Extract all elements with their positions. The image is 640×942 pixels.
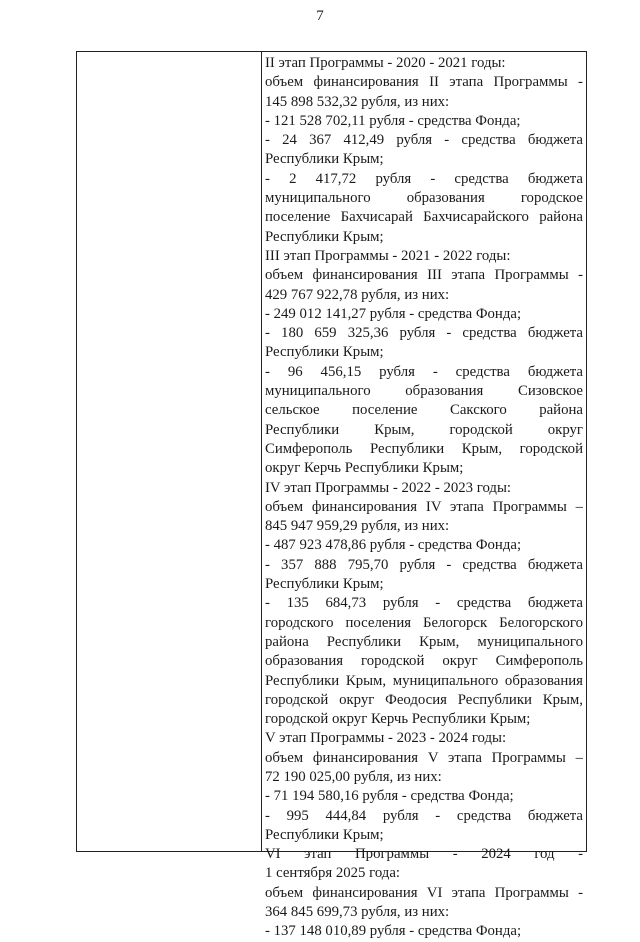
- text-line: - 357 888 795,70 рубля - средства бюджета: [265, 556, 583, 573]
- text-line: 72 190 025,00 рубля, из них:: [265, 768, 442, 785]
- text-line: Республики Крым;: [265, 344, 384, 361]
- text-line: 429 767 922,78 рубля, из них:: [265, 286, 450, 303]
- text-line: III этап Программы - 2021 - 2022 годы:: [265, 247, 511, 264]
- text-line: района Республики Крым, муниципального: [265, 633, 583, 650]
- text-line: 1 сентября 2025 года:: [265, 865, 401, 882]
- text-line: округ Керчь Республики Крым;: [265, 460, 464, 477]
- text-line: Республики Крым;: [265, 576, 384, 593]
- column-divider: [261, 52, 262, 851]
- text-line: городской округ Феодосия Республики Крым,: [265, 691, 583, 708]
- text-line: VI этап Программы - 2024 год -: [265, 846, 583, 863]
- text-line: II этап Программы - 2020 - 2021 годы:: [265, 55, 506, 71]
- text-line: сельское поселение Сакского района: [265, 402, 583, 419]
- text-line: - 249 012 141,27 рубля - средства Фонда;: [265, 305, 522, 322]
- text-line: - 137 148 010,89 рубля - средства Фонда;: [265, 923, 522, 940]
- text-line: 145 898 532,32 рубля, из них:: [265, 93, 450, 110]
- text-line: объем финансирования III этапа Программы -: [265, 267, 583, 284]
- text-line: Республики Крым;: [265, 151, 384, 168]
- text-line: объем финансирования VI этапа Программы -: [265, 884, 583, 901]
- text-line: - 135 684,73 рубля - средства бюджета: [265, 595, 583, 612]
- text-line: Республики Крым;: [265, 826, 384, 843]
- text-line: - 71 194 580,16 рубля - средства Фонда;: [265, 788, 514, 805]
- text-line: Республики Крым;: [265, 228, 384, 245]
- text-line: городского поселения Белогорск Белогорского: [265, 614, 583, 631]
- text-line: 364 845 699,73 рубля, из них:: [265, 904, 450, 921]
- text-line: - 487 923 478,86 рубля - средства Фонда;: [265, 537, 522, 554]
- page-number: 7: [316, 8, 324, 24]
- text-line: городской округ Керчь Республики Крым;: [265, 711, 531, 728]
- text-line: Симферополь Республики Крым, городской: [265, 440, 583, 457]
- text-line: объем финансирования IV этапа Программы –: [265, 498, 583, 515]
- text-line: V этап Программы - 2023 - 2024 годы:: [265, 730, 507, 747]
- document-table: [76, 51, 587, 940]
- text-line: объем финансирования II этапа Программы -: [265, 74, 583, 91]
- text-line: - 180 659 325,36 рубля - средства бюджета: [265, 325, 583, 342]
- funding-description-cell: [265, 54, 583, 942]
- text-line: поселение Бахчисарай Бахчисарайского района: [265, 209, 583, 226]
- text-line: - 995 444,84 рубля - средства бюджета: [265, 807, 583, 824]
- text-line: муниципального образования городское: [265, 190, 583, 207]
- text-line: объем финансирования V этапа Программы –: [265, 749, 583, 766]
- text-line: образования городской округ Симферополь: [265, 653, 583, 670]
- text-line: IV этап Программы - 2022 - 2023 годы:: [265, 479, 512, 496]
- text-line: 845 947 959,29 рубля, из них:: [265, 518, 450, 535]
- text-line: Республики Крым, городской округ: [265, 421, 583, 438]
- text-line: - 2 417,72 рубля - средства бюджета: [265, 170, 583, 187]
- text-line: - 24 367 412,49 рубля - средства бюджета: [265, 132, 583, 149]
- text-line: - 121 528 702,11 рубля - средства Фонда;: [265, 112, 521, 129]
- text-line: - 96 456,15 рубля - средства бюджета: [265, 363, 583, 380]
- text-line: Республики Крым, муниципального образования: [265, 672, 583, 689]
- text-line: муниципального образования Сизовское: [265, 383, 583, 400]
